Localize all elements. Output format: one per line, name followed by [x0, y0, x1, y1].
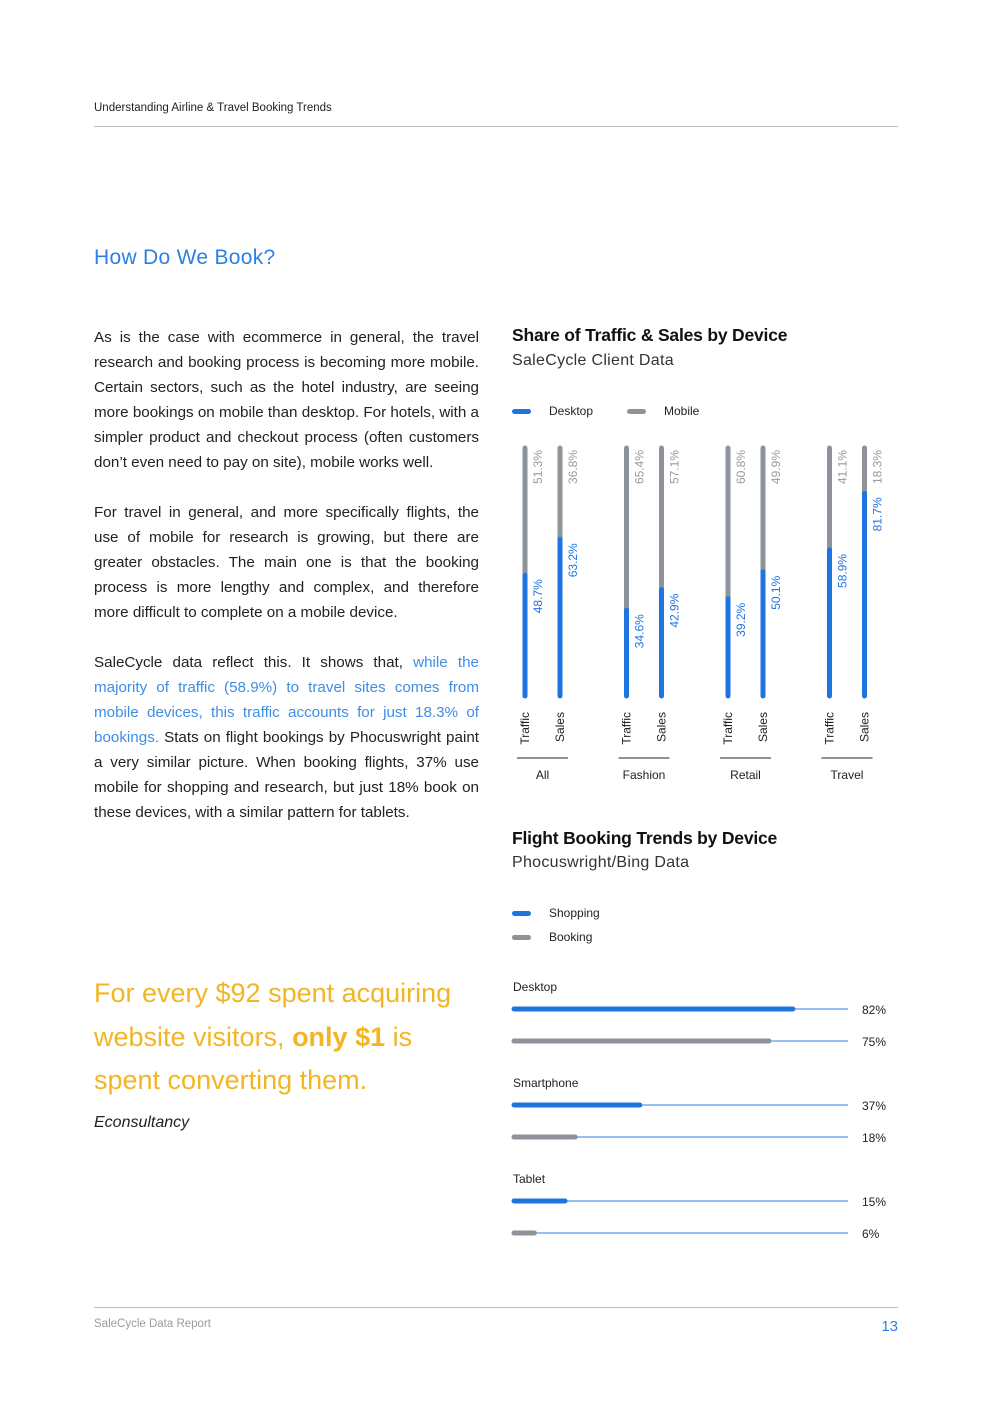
pull-quote [94, 972, 484, 1103]
travel-sales-axis-label: Sales [857, 712, 872, 743]
travel-traffic-axis-label: Traffic [822, 712, 837, 745]
retail-sales-axis-label: Sales [756, 712, 770, 743]
chart2-title: Flight Booking Trends by Device [512, 828, 778, 848]
travel-traffic-desktop-label: 58.9% [835, 553, 850, 588]
header-rule [94, 126, 898, 127]
section-title: How Do We Book? [94, 246, 276, 269]
travel-group-label: Travel [830, 768, 864, 782]
smartphone-shopping-value: 37% [862, 1099, 887, 1113]
all-traffic-desktop-label: 48.7% [531, 579, 545, 614]
footer-report-name: SaleCycle Data Report [94, 1318, 211, 1330]
pull-quote-text-c: is spent converting them. [94, 1021, 413, 1095]
fashion-traffic-desktop-label: 34.6% [632, 614, 647, 649]
footer-rule [94, 1307, 898, 1308]
fashion-sales-mobile-label: 57.1% [667, 450, 682, 485]
legend-mobile-swatch [627, 409, 646, 414]
chart1-subtitle: SaleCycle Client Data [512, 352, 674, 369]
chart1-title: Share of Traffic & Sales by Device [512, 325, 788, 345]
pull-quote-source: Econsultancy [94, 1114, 190, 1131]
pull-quote-text-a: For every $92 spent acquiring website visitors, [94, 978, 452, 1052]
retail-sales-desktop-label: 50.1% [769, 575, 783, 610]
fashion-sales-axis-label: Sales [654, 712, 669, 743]
legend-shopping-swatch [512, 911, 531, 916]
legend-shopping: Shopping [549, 906, 600, 920]
fashion-traffic-axis-label: Traffic [619, 712, 634, 745]
retail-traffic-axis-label: Traffic [721, 712, 735, 745]
retail-traffic-mobile-label: 60.8% [734, 450, 748, 485]
desktop-shopping-value: 82% [862, 1003, 887, 1017]
fashion-group-label: Fashion [622, 768, 666, 782]
fashion-sales-desktop-label: 42.9% [667, 593, 682, 628]
body-text [94, 325, 479, 850]
smartphone-booking-value: 18% [862, 1131, 887, 1145]
page-number: 13 [881, 1318, 898, 1335]
all-sales-desktop-label: 63.2% [566, 543, 580, 578]
all-traffic-axis-label: Traffic [518, 712, 532, 745]
desktop-booking-value: 75% [862, 1035, 887, 1049]
pull-quote-emphasis: only $1 [292, 1021, 386, 1052]
desktop-group-label: Desktop [513, 980, 558, 994]
legend-desktop-swatch [512, 409, 531, 414]
tablet-shopping-value: 15% [862, 1195, 887, 1209]
traffic-sales-chart [500, 440, 900, 800]
paragraph-3-intro: SaleCycle data reflect this. It shows that, [94, 654, 414, 671]
paragraph-2: For travel in general, and more specifically flights, the use of mobile for research is growing, but there are greater obstacles. The main one is that the booking process is more lengthy and complex, and therefore more difficult to complete on a mobile device. [94, 504, 479, 621]
fashion-traffic-mobile-label: 65.4% [632, 450, 647, 485]
retail-traffic-desktop-label: 39.2% [734, 602, 748, 637]
paragraph-3-highlight: while the majority of traffic (58.9%) to travel sites comes from mobile devices, this traffic accounts for just 18.3% of bookings. [94, 654, 479, 746]
chart2-subtitle: Phocuswright/Bing Data [512, 854, 690, 871]
smartphone-group-label: Smartphone [513, 1076, 579, 1090]
legend-desktop: Desktop [549, 404, 594, 418]
tablet-group-label: Tablet [513, 1172, 546, 1186]
legend-mobile: Mobile [664, 404, 700, 418]
legend-booking-swatch [512, 935, 531, 940]
all-traffic-mobile-label: 51.3% [531, 450, 545, 485]
travel-sales-desktop-label: 81.7% [870, 497, 885, 532]
all-sales-axis-label: Sales [553, 712, 567, 743]
retail-group-label: Retail [730, 768, 761, 782]
travel-traffic-mobile-label: 41.1% [835, 450, 850, 485]
retail-sales-mobile-label: 49.9% [769, 450, 783, 485]
legend-booking: Booking [549, 930, 593, 944]
all-sales-mobile-label: 36.8% [566, 450, 580, 485]
travel-sales-mobile-label: 18.3% [870, 450, 885, 485]
flight-booking-chart [500, 970, 900, 1250]
running-header: Understanding Airline & Travel Booking Trends [94, 102, 332, 114]
paragraph-3 [94, 650, 479, 825]
tablet-booking-value: 6% [862, 1227, 880, 1241]
all-group-label: All [535, 768, 550, 782]
paragraph-1: As is the case with ecommerce in general, the travel research and booking process is becoming more mobile. Certain sectors, such as the hotel industry, are seeing more bookings on mobile than desktop. For hotels, with a simpler product and checkout process (often customers don’t even need to pay on site), mobile works well. [94, 329, 479, 471]
paragraph-3-rest: Stats on flight bookings by Phocuswright paint a very similar picture. When booking flights, 37% use mobile for shopping and research, but just 18% book on these devices, with a similar pattern for tablets. [94, 729, 479, 821]
